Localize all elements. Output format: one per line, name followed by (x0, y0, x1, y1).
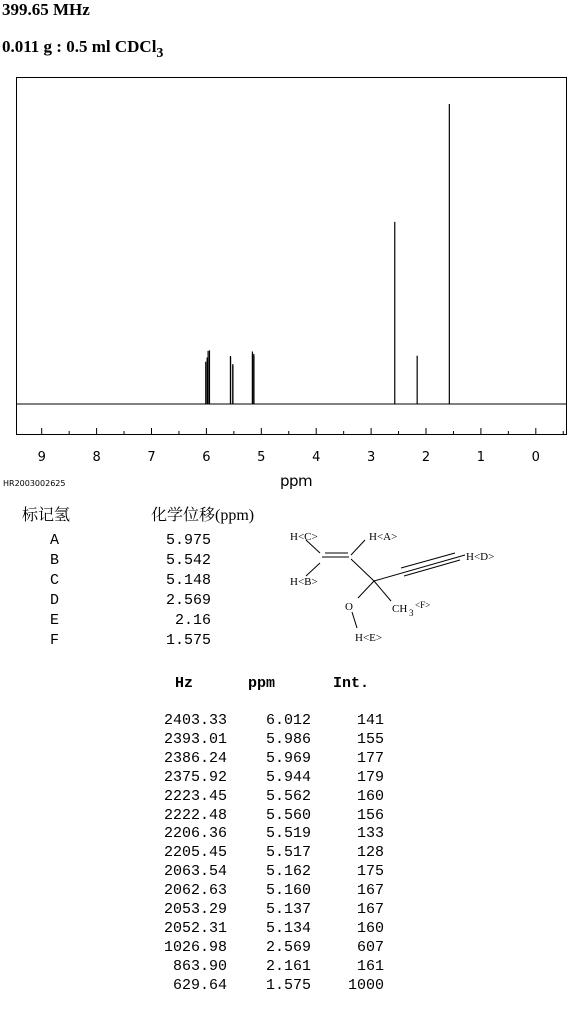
assignment-label-a: A (50, 532, 60, 549)
label-ha: H<A> (369, 531, 398, 543)
peak-int: 133 (356, 825, 384, 843)
x-tick-label: 0 (531, 450, 540, 465)
peak-hz: 2052.31 (163, 919, 227, 937)
x-tick-label: 8 (92, 450, 101, 465)
label-f: <F> (415, 600, 431, 610)
assignment-label-e: E (50, 612, 60, 629)
x-tick-label: 2 (421, 450, 431, 465)
peak-lines (206, 104, 450, 404)
peak-ppm: 5.944 (265, 768, 311, 786)
peak-int: 177 (356, 749, 384, 767)
peak-hz: 2206.36 (163, 825, 227, 843)
peak-hz: 2063.54 (163, 863, 227, 881)
bond-c2-ha (351, 540, 365, 555)
x-tick-label: 5 (257, 450, 266, 465)
label-ch3-sub: 3 (409, 608, 414, 618)
assignment-shift-e: 2.16 (166, 612, 212, 629)
peak-int: 141 (356, 712, 384, 729)
peak-hz: 2375.92 (163, 768, 227, 786)
peak-int: 160 (356, 919, 384, 937)
label-ch3: CH (392, 603, 408, 615)
spectrum-code: HR2003002625 (3, 479, 66, 488)
assignment-shift-d: 2.569 (166, 592, 212, 609)
peak-ppm: 5.517 (265, 844, 311, 862)
bond-hb-c1 (306, 563, 320, 576)
peak-int: 607 (356, 938, 384, 956)
peak-hz: 2223.45 (163, 787, 227, 805)
label-he: H<E> (355, 632, 383, 644)
peak-hz: 2062.63 (163, 882, 227, 900)
peak-int: 160 (356, 787, 384, 805)
assignment-label-c: C (50, 572, 60, 589)
peak-ppm: 5.986 (265, 730, 311, 748)
x-tick-label: 6 (202, 450, 211, 465)
bond-c3-ch3 (374, 581, 391, 601)
peak-ppm: 5.134 (265, 919, 311, 937)
peak-int: 179 (356, 768, 384, 786)
x-axis-tick-labels (38, 450, 540, 465)
bond-hc-c1 (306, 540, 320, 553)
peak-ppm: 1.575 (265, 976, 311, 994)
peak-ppm: 5.162 (265, 863, 311, 881)
peak-hz: 1026.98 (163, 938, 227, 956)
peak-int: 128 (356, 844, 384, 862)
peak-ppm: 2.161 (265, 957, 311, 975)
peak-hz: 629.64 (172, 976, 227, 994)
peak-ppm: 5.969 (265, 749, 311, 767)
peak-hz: 2053.29 (163, 901, 227, 918)
x-tick-label: 4 (312, 450, 321, 465)
bond-c3-o (358, 581, 374, 598)
bond-c3-triple-1 (374, 555, 465, 581)
peak-ppm: 5.562 (265, 787, 311, 805)
bond-o-he (352, 612, 357, 628)
x-tick-label: 9 (37, 450, 46, 465)
sample-subscript: 3 (156, 46, 164, 61)
peak-int: 155 (356, 730, 384, 748)
peak-int: 167 (356, 882, 384, 900)
bond-c3-triple-3 (401, 553, 455, 568)
spectrometer-frequency: 399.65 MHz (2, 0, 90, 19)
peak-ppm: 5.560 (265, 806, 311, 824)
peak-int: 156 (356, 806, 384, 824)
peak-hz: 2386.24 (163, 749, 227, 767)
x-tick-label: 7 (147, 450, 156, 465)
peak-hz: 2403.33 (163, 712, 227, 729)
x-axis-ticks (42, 428, 564, 434)
nmr-spectrum-chart (0, 0, 570, 470)
assignment-label-b: B (50, 552, 60, 569)
x-tick-label: 1 (476, 450, 486, 465)
peak-ppm: 2.569 (265, 938, 311, 956)
peak-table-header-ppm: ppm (248, 675, 276, 692)
peak-ppm: 5.137 (265, 901, 311, 918)
peak-int: 1000 (347, 976, 384, 994)
assignment-shift-b: 5.542 (166, 552, 212, 569)
peak-ppm: 6.012 (265, 712, 311, 729)
peak-hz: 2393.01 (163, 730, 227, 748)
label-hb: H<B> (290, 576, 318, 588)
x-tick-label: 3 (366, 450, 376, 465)
peak-table-header-int: Int. (333, 675, 370, 692)
label-hd: H<D> (466, 551, 495, 563)
assignment-header-shift: 化学位移(ppm) (151, 507, 255, 524)
peak-ppm: 5.160 (265, 882, 311, 900)
peak-hz: 2222.48 (163, 806, 227, 824)
label-o: O (345, 601, 353, 613)
bond-c3-triple-2 (404, 560, 460, 576)
bond-c2-c3 (351, 559, 374, 581)
sample-text: 0.011 g : 0.5 ml CDCl (2, 37, 157, 56)
peak-int: 161 (356, 957, 384, 975)
peak-int: 175 (356, 863, 384, 881)
assignment-shift-c: 5.148 (166, 572, 212, 589)
assignment-label-f: F (50, 632, 60, 649)
plot-frame (17, 78, 567, 435)
peak-hz: 863.90 (172, 957, 227, 975)
peak-int: 167 (356, 901, 384, 918)
assignment-shift-f: 1.575 (166, 632, 212, 649)
assignment-header-label: 标记氢 (22, 507, 71, 524)
assignment-shift-a: 5.975 (166, 532, 212, 549)
peak-hz: 2205.45 (163, 844, 227, 862)
label-hc: H<C> (290, 531, 318, 543)
x-axis-label: ppm (280, 472, 313, 490)
peak-ppm: 5.519 (265, 825, 311, 843)
peak-table-header-hz: Hz (175, 675, 194, 692)
assignment-label-d: D (50, 592, 60, 609)
